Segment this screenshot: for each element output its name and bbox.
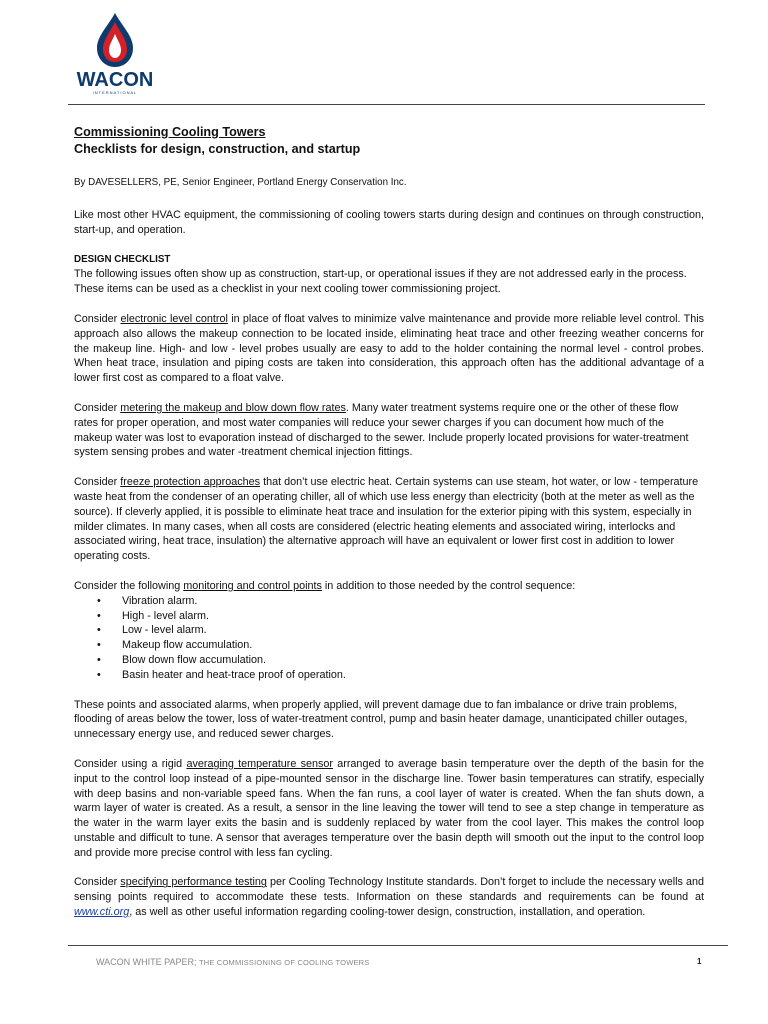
logo-subtitle: INTERNATIONAL	[92, 90, 138, 95]
header-divider	[68, 104, 705, 105]
section-heading: DESIGN CHECKLIST	[74, 254, 171, 266]
topic-metering: metering the makeup and blow down flow rates	[120, 401, 346, 414]
byline: By DAVESELLERS, PE, Senior Engineer, Portland Energy Conservation Inc.	[74, 177, 407, 188]
topic-temperature-sensor: averaging temperature sensor	[186, 757, 333, 770]
article-title: Commissioning Cooling Towers	[74, 125, 266, 139]
footer-doc-title: THE COMMISSIONING OF COOLING TOWERS	[199, 958, 370, 967]
paragraph-freeze-protection: Consider freeze protection approaches that don’t use electric heat. Certain systems can use steam, hot water, or low - temperature waste heat from the condenser of an operating chiller, all of which use less energy than electricity (both at the meter as well as the source). If cleverly applied, it is possible to eliminate heat trace and insulation for the exterior piping with this system, especially in milder climates. In many cases, when all costs are considered (electric heating elements and associated wiring, interlocks and associated wiring, heat trace, insulation) the alternative approach will have an equivalent or lower first cost in addition to lower operating costs.	[74, 476, 699, 563]
footer-divider	[68, 945, 728, 946]
logo-wordmark: WACON	[76, 69, 154, 91]
paragraph-monitoring: Consider the following monitoring and control points in addition to those needed by the control sequence:	[74, 579, 576, 592]
list-item: • Vibration alarm.	[122, 594, 704, 609]
footer-label: WACON WHITE PAPER;	[96, 957, 200, 967]
monitoring-points-list	[74, 594, 704, 683]
paragraph-alarms: These points and associated alarms, when properly applied, will prevent damage due to fan imbalance or drive train problems, flooding of areas below the tower, loss of water-treatment control, pump and basin heater damage, unanticipated chiller outages, unnecessary energy use, and reduced sewer charges.	[74, 698, 688, 741]
list-item: • Makeup flow accumulation.	[122, 638, 704, 653]
topic-performance-testing: specifying performance testing	[120, 876, 267, 889]
design-checklist-section	[74, 252, 704, 297]
topic-level-control: electronic level control	[120, 312, 228, 325]
flame-drop-icon	[94, 12, 136, 68]
paragraph-level-control: Consider electronic level control in place of float valves to minimize valve maintenance and provide more reliable level control. This approach also allows the makeup connection to be located inside, eliminating heat trace and other freezing weather concerns for the makeup line. High- and low - level probes usually are easy to add to the holder containing the normal level - control probes. When heat trace, insulation and piping costs are taken into consideration, this approach often has the additional advantage of a lower first cost as compared to a float valve.	[74, 312, 704, 385]
topic-monitoring: monitoring and control points	[183, 579, 322, 592]
list-item: • Basin heater and heat-trace proof of operation.	[122, 668, 704, 683]
article-subtitle: Checklists for design, construction, and startup	[74, 142, 361, 156]
paragraph-metering: Consider metering the makeup and blow down flow rates. Many water treatment systems require one or the other of these flow rates for proper operation, and most water companies will reduce your sewer charges if you can document how much of the makeup water was lost to evaporation instead of discharged to the sewer. Include properly located provisions for water-treatment system sensing probes and water -treatment chemical injection fittings.	[74, 401, 689, 459]
company-logo	[74, 12, 156, 98]
page-footer	[96, 957, 370, 967]
paragraph-performance-testing: Consider specifying performance testing per Cooling Technology Institute standards. Don’t forget to include the necessary wells and sensing points required to accommodate these tests. Information on these standards and requirements can be found at www.cti.org, as well as other useful information regarding cooling-tower design, construction, installation, and operation.	[74, 876, 704, 919]
article-body	[74, 124, 704, 935]
list-item: • High - level alarm.	[122, 609, 704, 624]
list-item: • Blow down flow accumulation.	[122, 653, 704, 668]
section-intro: The following issues often show up as construction, start-up, or operational issues if they are not addressed early in the process. These items can be used as a checklist in your next cooling tower commissioning project.	[74, 268, 687, 296]
topic-freeze-protection: freeze protection approaches	[120, 476, 261, 489]
paragraph-temperature-sensor: Consider using a rigid averaging temperature sensor arranged to average basin temperature over the depth of the basin for the input to the control loop instead of a pipe-mounted sensor in the discharge line. Tower basin temperatures can stratify, especially with deep basins and non-variable speed fans. When the fan runs, a cool layer of water is created. When the fan shuts down, a warm layer of water is created. As a result, a sensor in the line leaving the tower will tend to see a step change in temperature as the water in the warm layer exits the basin and is suddenly replaced by water from the cool layer. This makes the control loop unstable and difficult to tune. A sensor that averages temperature over the basin depth will smooth out the input to the control loop and provide more precise control with less fan cycling.	[74, 757, 704, 859]
cti-website-link[interactable]: www.cti.org	[74, 906, 130, 919]
intro-paragraph: Like most other HVAC equipment, the commissioning of cooling towers starts during design and continues on through construction, start-up, and operation.	[74, 208, 704, 236]
list-item: • Low - level alarm.	[122, 623, 704, 638]
page-number: 1	[697, 957, 702, 966]
